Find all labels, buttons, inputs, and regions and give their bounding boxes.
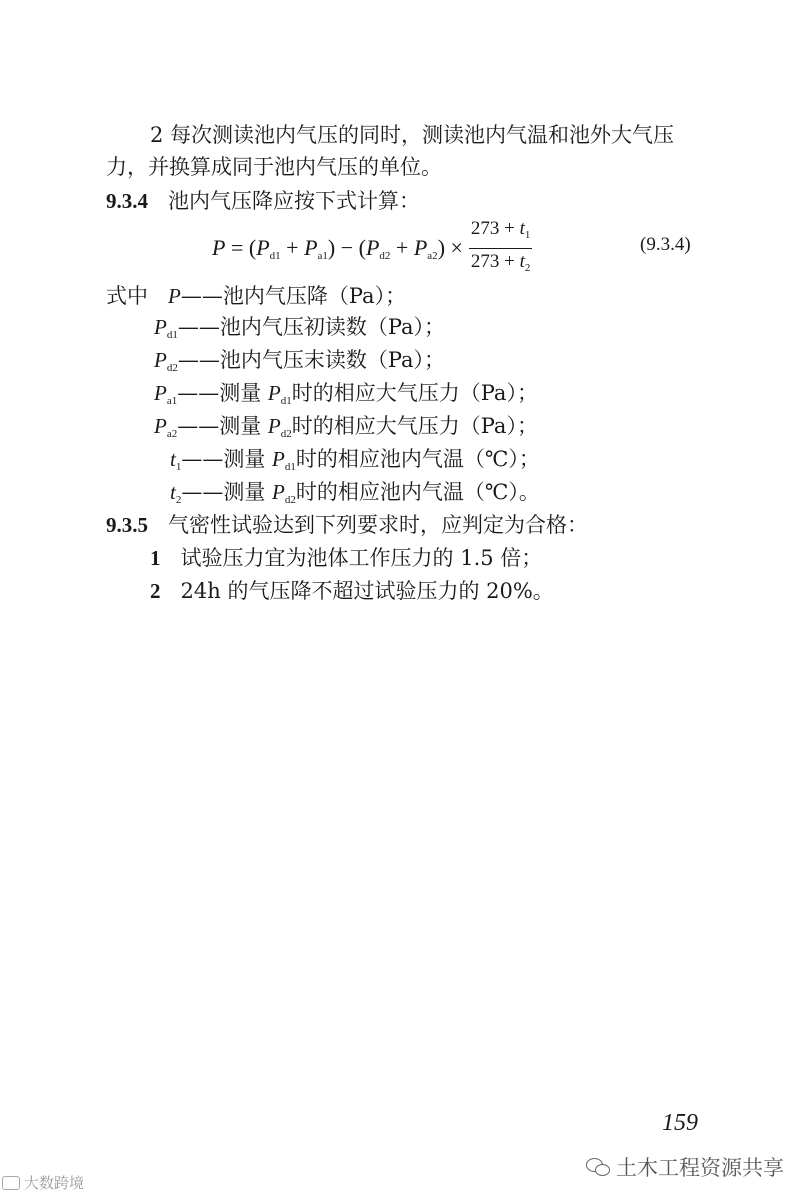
- watermark-left: [2, 1172, 84, 1193]
- section-text: 气密性试验达到下列要求时，应判定为合格：: [168, 513, 589, 537]
- formula-eq: = (: [225, 235, 257, 260]
- formula-mid: ) − (: [327, 235, 366, 260]
- formula-P: P: [212, 235, 226, 260]
- def-P: 式中 P——池内气压降（Pa）；: [106, 284, 407, 308]
- section-9-3-5: [106, 510, 588, 540]
- formula-times: ) ×: [437, 235, 463, 260]
- item-2-text: 2 每次测读池内气压的同时，测读池内气温和池外大气压: [150, 123, 675, 147]
- formula-Pa2: $P_{a2}$: [413, 234, 438, 262]
- formula-9-3-4: [212, 217, 532, 274]
- def-t2: $t_2——$测量 $P_{d2}$时的相应池内气温（℃）。: [170, 480, 540, 506]
- section-text: 池内气压降应按下式计算：: [168, 189, 421, 213]
- watermark-right-text: 土木工程资源共享: [616, 1156, 784, 1180]
- where-label: 式中: [106, 284, 148, 308]
- wechat-icon: [586, 1157, 610, 1177]
- item-2-line-2: [106, 152, 442, 182]
- formula-Pd1: $P_{d1}$: [256, 234, 281, 262]
- section-number: 9.3.4: [106, 189, 148, 213]
- section-number: 9.3.5: [106, 513, 148, 537]
- item-2-line-1: [150, 120, 674, 150]
- def-Pa1: $P_{a1}——$测量 $P_{d1}$时的相应大气压力（Pa）；: [154, 381, 538, 407]
- def-Pa2: $P_{a2}——$测量 $P_{d2}$时的相应大气压力（Pa）；: [154, 414, 538, 440]
- formula-plus2: +: [390, 235, 414, 260]
- page-number: 159: [662, 1110, 698, 1136]
- fraction-denominator: $273 + t_2$: [470, 250, 531, 274]
- equation-number: (9.3.4): [640, 234, 691, 255]
- watermark-right: [586, 1152, 784, 1182]
- formula-Pd2: $P_{d2}$: [365, 234, 391, 262]
- def-Pd1: $P_{d1}——$池内气压初读数（Pa）；: [154, 315, 446, 341]
- fraction-numerator: $273 + t_1$: [469, 217, 533, 249]
- item-2-text-cont: 力，并换算成同于池内气压的单位。: [106, 155, 442, 179]
- def-t1: $t_1——$测量 $P_{d1}$时的相应池内气温（℃）；: [170, 447, 540, 473]
- section-9-3-4: [106, 186, 420, 216]
- watermark-left-text: 大数跨境: [24, 1174, 85, 1192]
- formula-Pa1: $P_{a1}$: [304, 234, 328, 262]
- formula-fraction: [469, 217, 533, 280]
- item-1: 1 试验压力宜为池体工作压力的 1.5 倍；: [150, 546, 543, 570]
- formula-plus1: +: [280, 235, 305, 260]
- camera-icon: [2, 1176, 20, 1190]
- item-2: 2 24h 的气压降不超过试验压力的 20%。: [150, 579, 554, 603]
- def-Pd2: $P_{d2}——$池内气压末读数（Pa）；: [154, 348, 446, 374]
